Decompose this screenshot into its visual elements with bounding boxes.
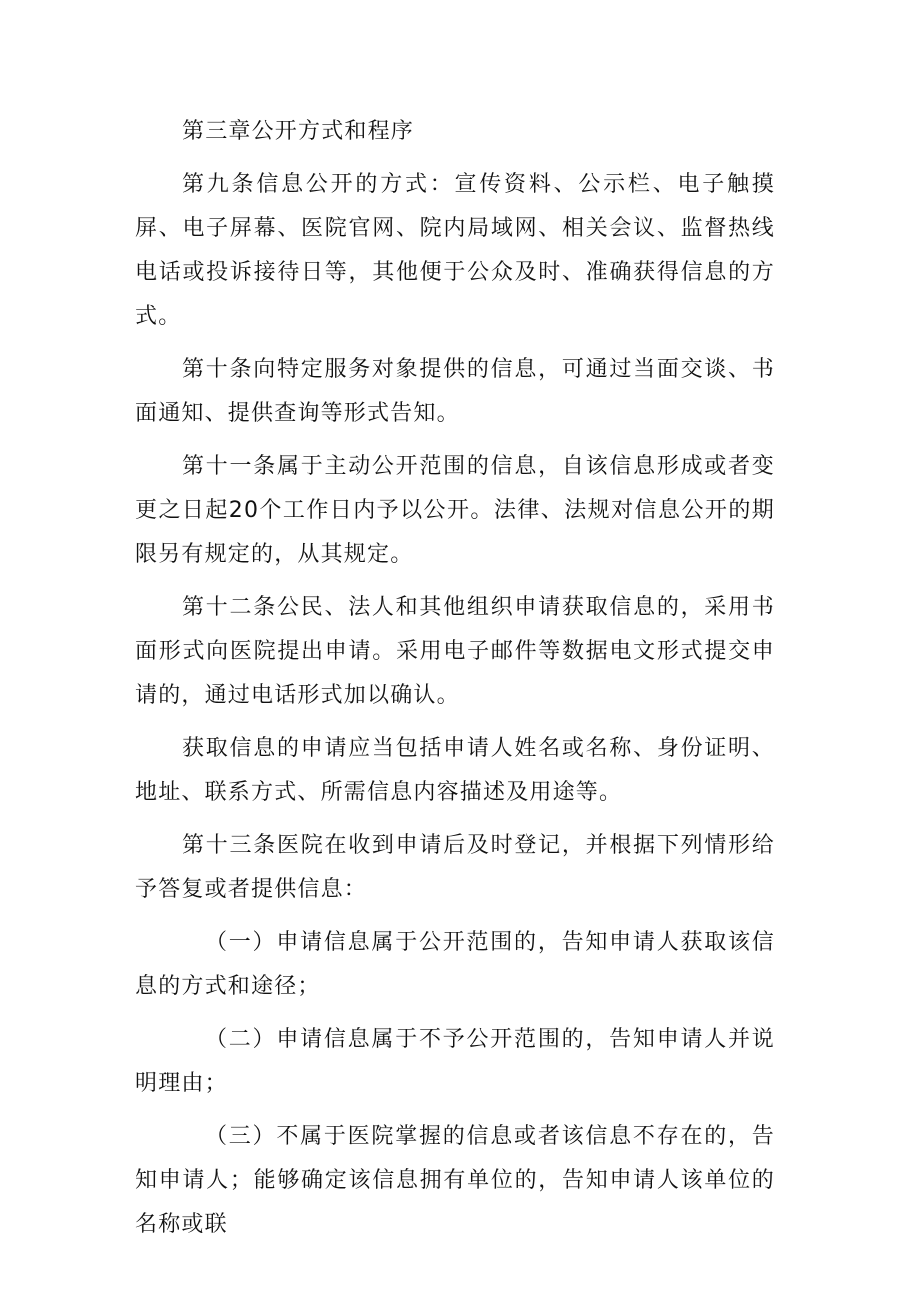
article-11-paragraph: 第十一条属于主动公开范围的信息，自该信息形成或者变更之日起20个工作日内予以公开。法律、法规对信息公开的期限另有规定的，从其规定。 [135,454,775,567]
article-13-paragraph: 第十三条医院在收到申请后及时登记，并根据下列情形给予答复或者提供信息： [135,833,775,902]
article-10-paragraph: 第十条向特定服务对象提供的信息，可通过当面交谈、书面通知、提供查询等形式告知。 [135,357,775,426]
article-12-paragraph: 第十二条公民、法人和其他组织申请获取信息的，采用书面形式向医院提出申请。采用电子邮件等数据电文形式提交申请的，通过电话形式加以确认。 [135,595,775,708]
article-9-paragraph: 第九条信息公开的方式：宣传资料、公示栏、电子触摸屏、电子屏幕、医院官网、院内局域网、相关会议、监督热线电话或投诉接待日等，其他便于公众及时、准确获得信息的方式。 [135,172,775,329]
application-content-paragraph: 获取信息的申请应当包括申请人姓名或名称、身份证明、地址、联系方式、所需信息内容描述及用途等。 [135,736,775,805]
list-item-1: （一）申请信息属于公开范围的，告知申请人获取该信息的方式和途径； [135,930,775,999]
list-item-2: （二）申请信息属于不予公开范围的，告知申请人并说明理由； [135,1027,775,1096]
document-body [135,110,775,1256]
chapter-heading: 第三章公开方式和程序 [182,119,415,144]
list-item-3: （三）不属于医院掌握的信息或者该信息不存在的，告知申请人；能够确定该信息拥有单位的，告知申请人该单位的名称或联 [135,1124,775,1237]
